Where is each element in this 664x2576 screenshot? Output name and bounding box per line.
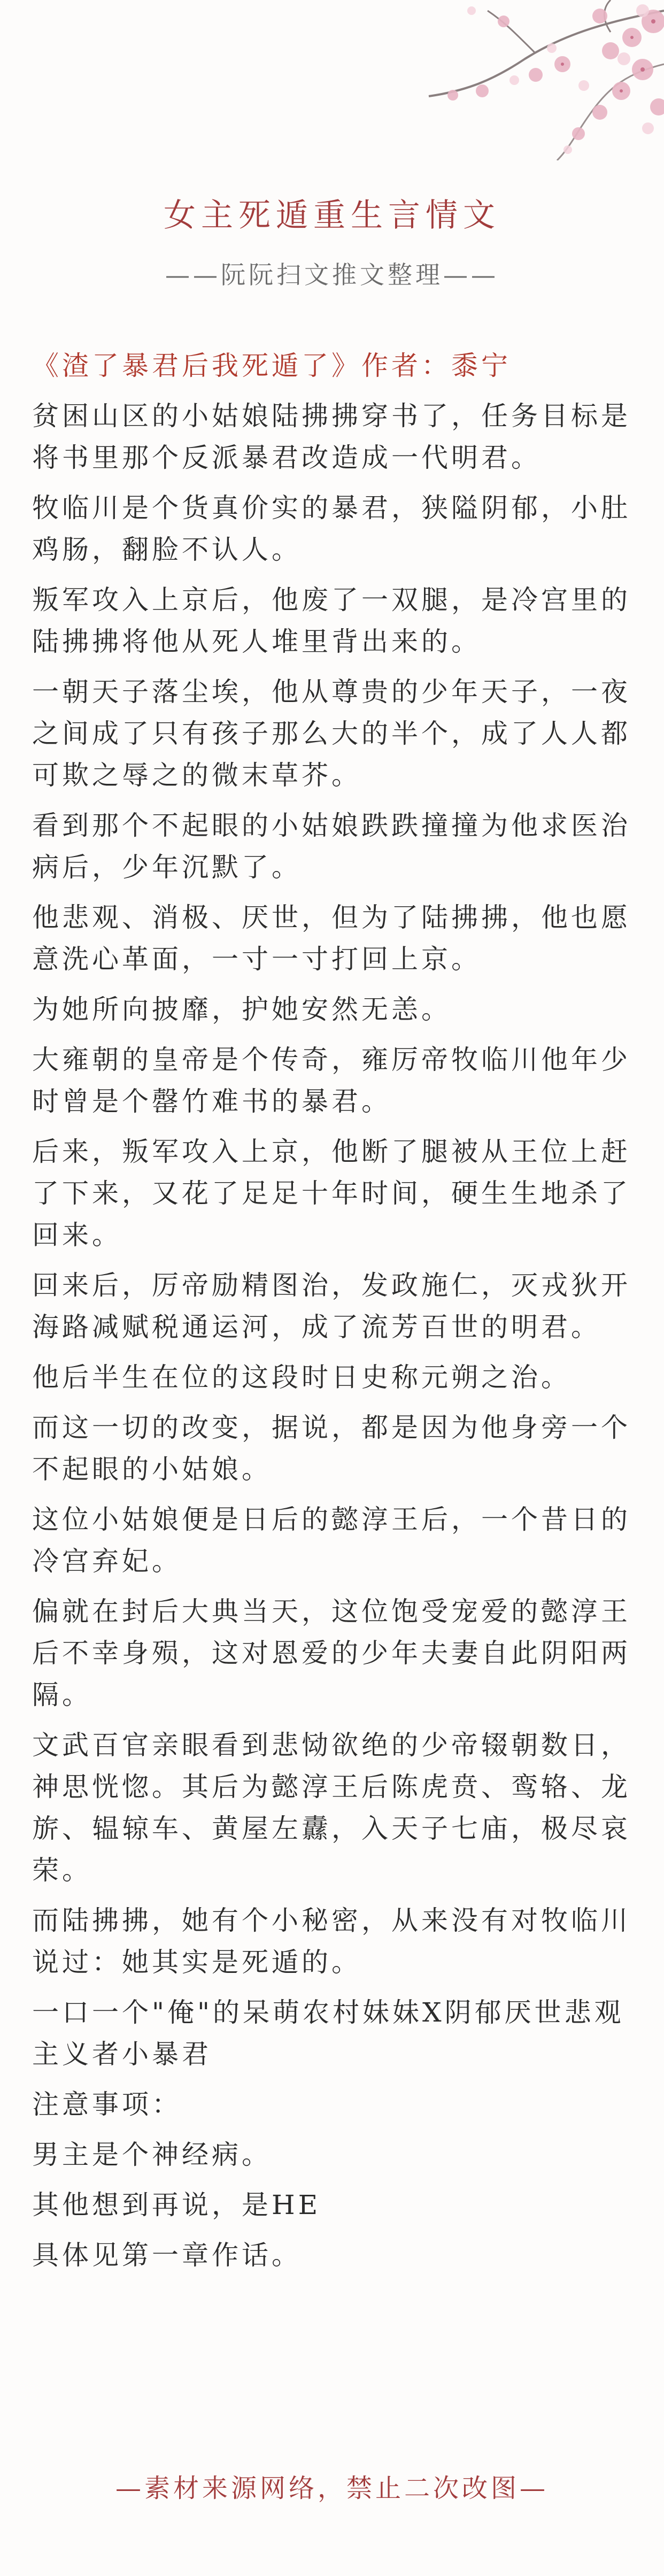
paragraph: 而这一切的改变，据说，都是因为他身旁一个不起眼的小姑娘。 (32, 1412, 631, 1485)
page-title: 女主死遁重生言情文 (164, 197, 500, 234)
paragraph: 具体见第一章作话。 (32, 2240, 302, 2271)
cherry-blossom-decoration (236, 0, 664, 160)
paragraph: 他悲观、消极、厌世，但为了陆拂拂，他也愿意洗心革面，一寸一寸打回上京。 (32, 902, 631, 975)
paragraph: 贫困山区的小姑娘陆拂拂穿书了，任务目标是将书里那个反派暴君改造成一代明君。 (32, 400, 631, 473)
paragraph: 大雍朝的皇帝是个传奇，雍厉帝牧临川他年少时曾是个罄竹难书的暴君。 (32, 1044, 631, 1117)
paragraph: 男主是个神经病。 (32, 2139, 272, 2170)
book-content (32, 345, 636, 2285)
paragraph: 注意事项： (32, 2089, 182, 2120)
paragraph: 一朝天子落尘埃，他从尊贵的少年天子，一夜之间成了只有孩子那么大的半个，成了人人都可欺之辱之的微末草芥。 (32, 676, 631, 791)
paragraph: 牧临川是个货真价实的暴君，狭隘阴郁，小肚鸡肠，翻脸不认人。 (32, 492, 631, 565)
paragraph: 看到那个不起眼的小姑娘跌跌撞撞为他求医治病后，少年沉默了。 (32, 810, 631, 883)
paragraph: 而陆拂拂，她有个小秘密，从来没有对牧临川说过：她其实是死遁的。 (32, 1905, 631, 1978)
paragraph: 偏就在封后大典当天，这位饱受宠爱的懿淳王后不幸身殒，这对恩爱的少年夫妻自此阴阳两隔。 (32, 1596, 631, 1710)
paragraph: 其他想到再说，是HE (32, 2189, 321, 2220)
paragraph: 一口一个"俺"的呆萌农村妹妹X阴郁厌世悲观主义者小暴君 (32, 1997, 624, 2070)
paragraph: 回来后，厉帝励精图治，发政施仁，灭戎狄开海路减赋税通运河，成了流芳百世的明君。 (32, 1270, 631, 1343)
page-subtitle: ——阮阮扫文推文整理—— (165, 260, 499, 289)
paragraph: 后来，叛军攻入上京，他断了腿被从王位上赶了下来，又花了足足十年时间，硬生生地杀了回来。 (32, 1136, 631, 1251)
paragraph: 叛军攻入上京后，他废了一双腿，是冷宫里的陆拂拂将他从死人堆里背出来的。 (32, 584, 631, 657)
paragraph: 为她所向披靡，护她安然无恙。 (32, 994, 451, 1025)
footer-note: —素材来源网络，禁止二次改图— (115, 2473, 549, 2503)
paragraph: 他后半生在位的这段时日史称元朔之治。 (32, 1362, 571, 1393)
paragraph: 这位小姑娘便是日后的懿淳王后，一个昔日的冷宫弃妃。 (32, 1504, 631, 1577)
paragraph: 文武百官亲眼看到悲恸欲绝的少帝辍朝数日，神思恍惚。其后为懿淳王后陈虎贲、鸾辂、龙旂、辒辌车、黄屋左纛，入天子七庙，极尽哀荣。 (32, 1730, 631, 1886)
book-heading: 《渣了暴君后我死遁了》作者：黍宁 (32, 350, 511, 381)
